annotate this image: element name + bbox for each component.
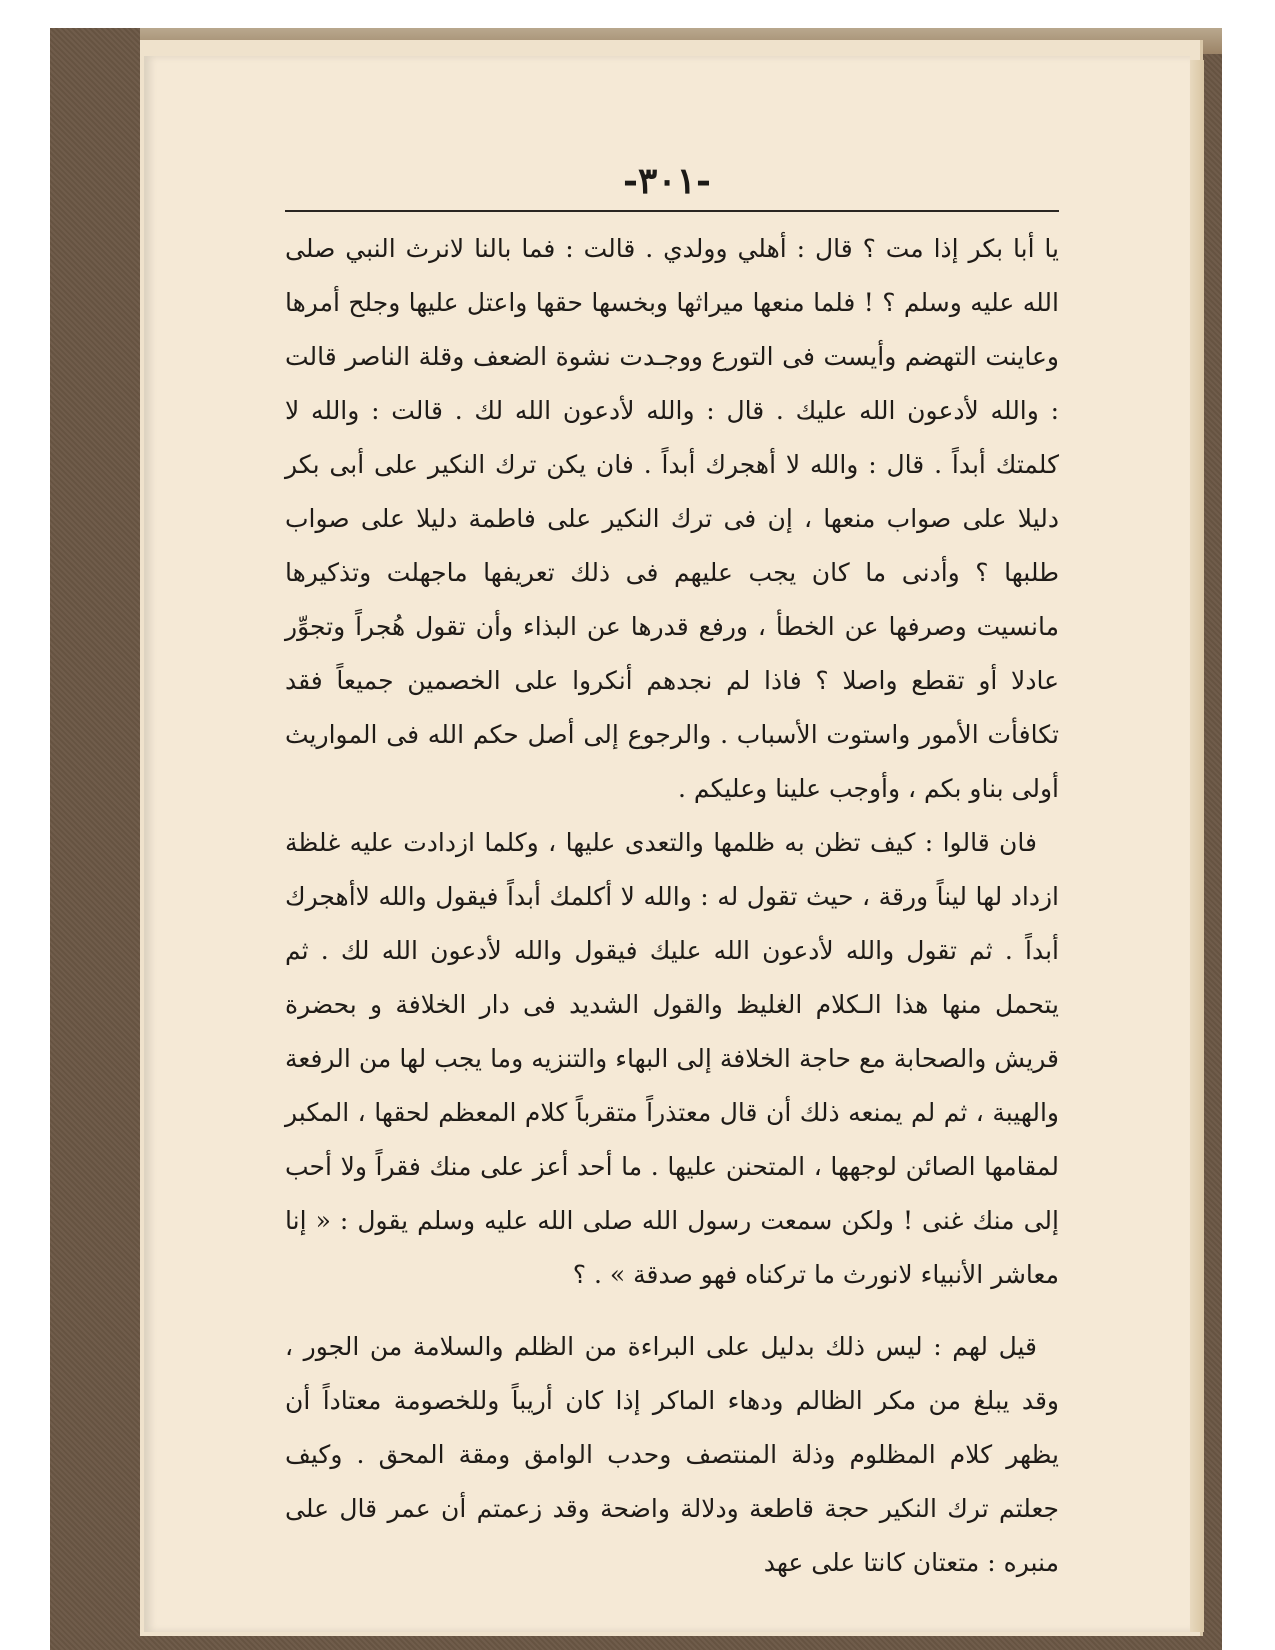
body-text [285, 222, 1059, 1590]
page-edge [1190, 60, 1204, 1632]
paragraph-2: فان قالوا : كيف تظن به ظلمها والتعدى عليها ، وكلما ازدادت عليه غلظة ازداد لها ليناً ورقة ، حيث تقول له : والله لا أكلمك أبداً فيقول والله لاأهجرك أبداً . ثم تقول والله لأدعون الله عليك فيقول والله لأدعون الله لك . ثم يتحمل منها هذا الـكلام الغليظ والقول الشديد فى دار الخلافة و بحضرة قريش والصحابة مع حاجة الخلافة إلى البهاء والتنزيه وما يجب لها من الرفعة والهيبة ، ثم لم يمنعه ذلك أن قال معتذراً متقرباً كلام المعظم لحقها ، المكبر لمقامها الصائن لوجهها ، المتحنن عليها . ما أحد أعز على منك فقراً ولا أحب إلى منك غنى ! ولكن سمعت رسول الله صلى الله عليه وسلم يقول : « إنا معاشر الأنبياء لانورث ما تركناه فهو صدقة » . ؟ [285, 828, 1059, 1289]
paragraph-3: قيل لهم : ليس ذلك بدليل على البراءة من الظلم والسلامة من الجور ، وقد يبلغ من مكر الظالم ودهاء الماكر إذا كان أريباً وللخصومة معتاداً أن يظهر كلام المظلوم وذلة المنتصف وحدب الوامق ومقة المحق . وكيف جعلتم ترك النكير حجة قاطعة ودلالة واضحة وقد زعمتم أن عمر قال على منبره : متعتان كانتا على عهد [285, 1332, 1059, 1577]
header-rule [285, 210, 1059, 212]
page-number: -٣٠١- [623, 160, 711, 202]
paragraph-1: يا أبا بكر إذا مت ؟ قال : أهلي وولدي . قالت : فما بالنا لانرث النبي صلى الله عليه وسلم ؟ ! فلما منعها ميراثها وبخسها حقها واعتل عليها وجلح أمرها وعاينت التهضم وأيست فى التورع ووجـدت نشوة الضعف وقلة الناصر قالت : والله لأدعون الله عليك . قال : والله لأدعون الله لك . قالت : والله لا كلمتك أبداً . قال : والله لا أهجرك أبداً . فان يكن ترك النكير على أبى بكر دليلا على صواب منعها ، إن فى ترك النكير على فاطمة دليلا على صواب طلبها ؟ وأدنى ما كان يجب عليهم فى ذلك تعريفها ماجهلت وتذكيرها مانسيت وصرفها عن الخطأ ، ورفع قدرها عن البذاء وأن تقول هُجراً وتجوِّر عادلا أو تقطع واصلا ؟ فاذا لم نجدهم أنكروا على الخصمين جميعاً فقد تكافأت الأمور واستوت الأسباب . والرجوع إلى أصل حكم الله فى المواريث أولى بناو بكم ، وأوجب علينا وعليكم . [285, 234, 1059, 803]
